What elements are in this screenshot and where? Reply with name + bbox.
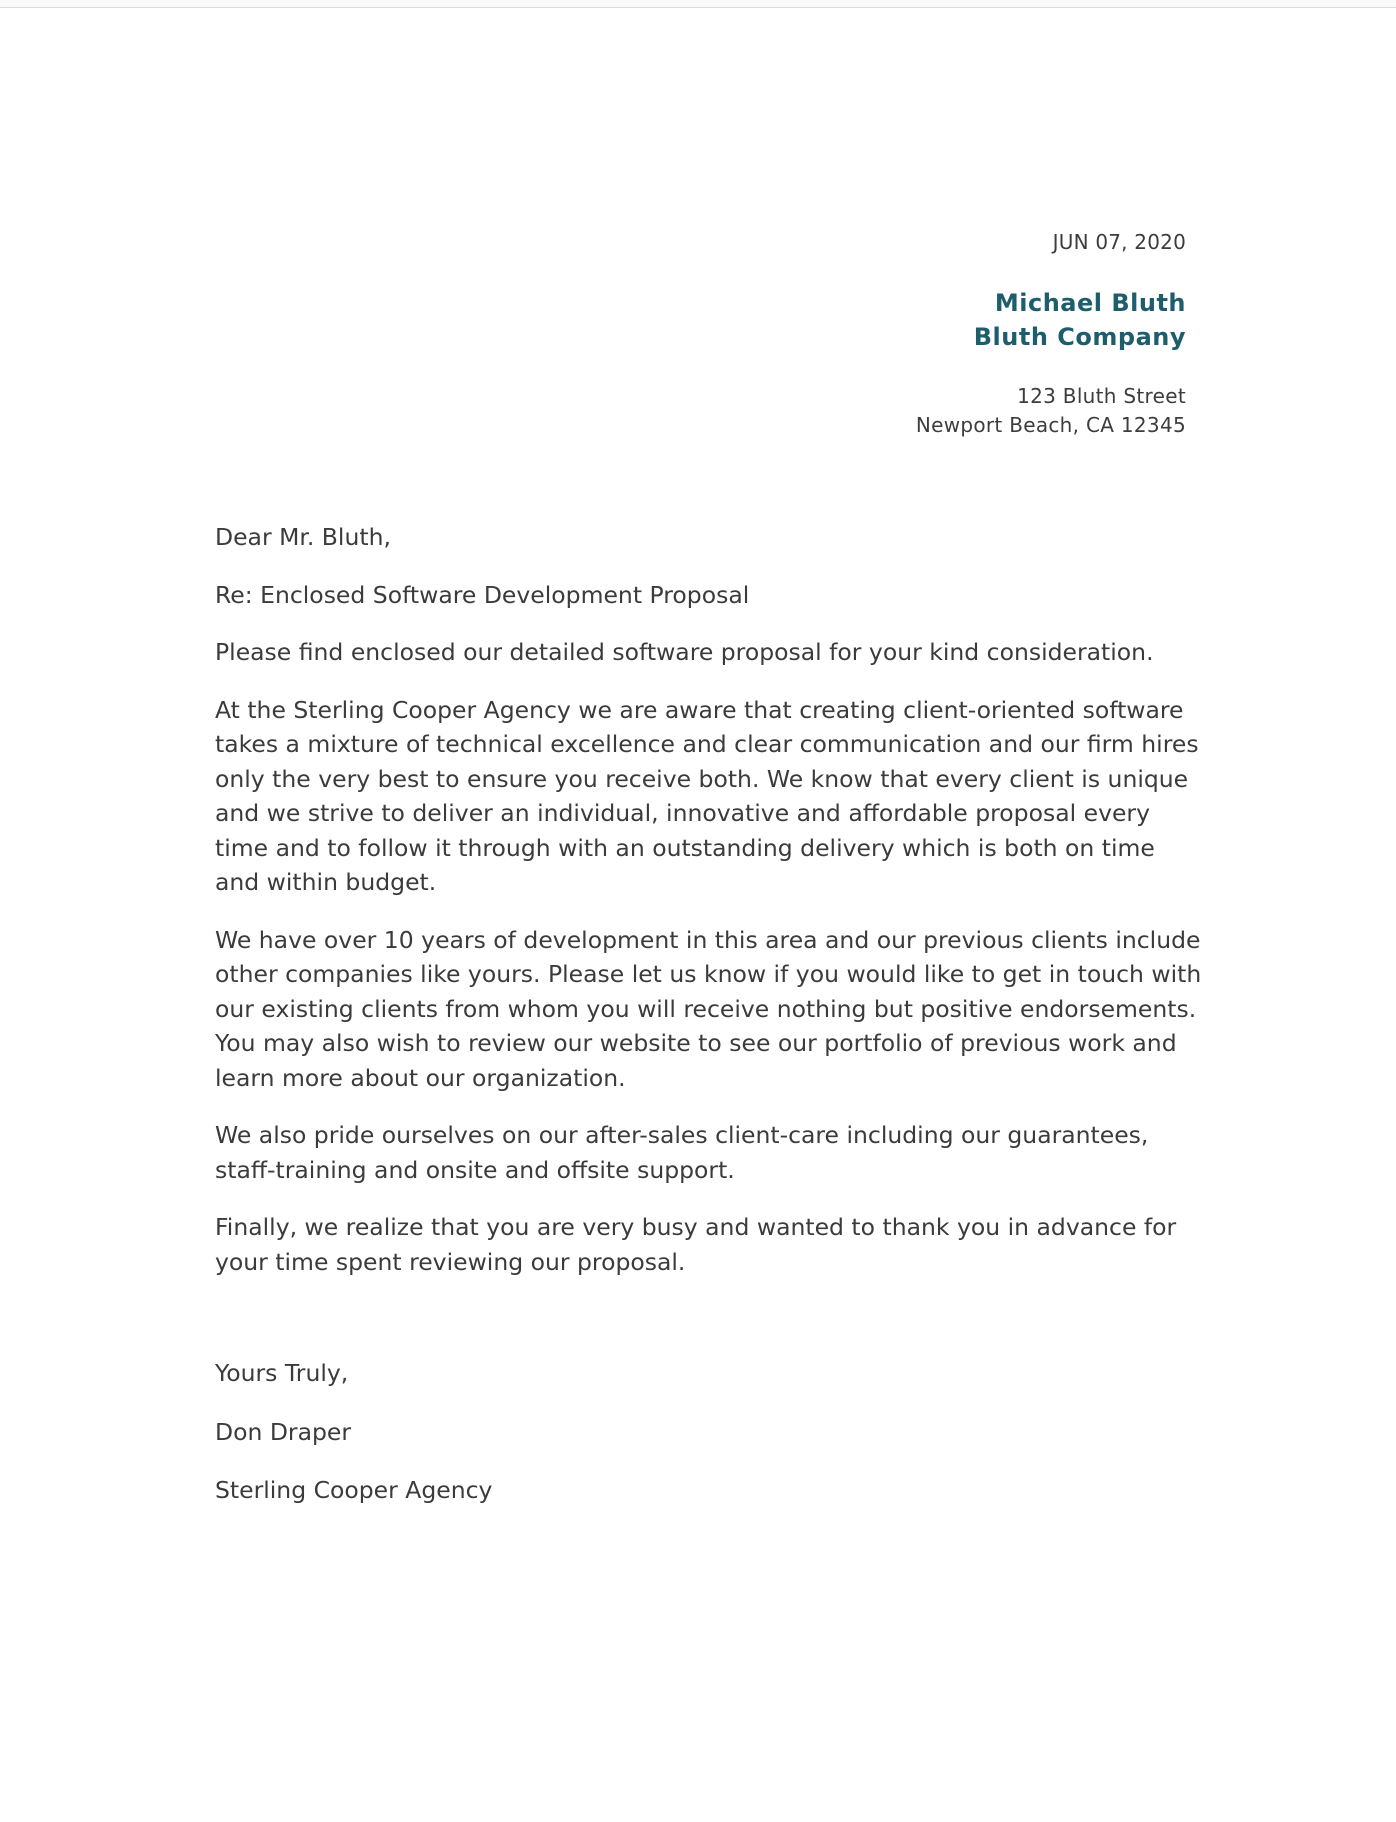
letter-date: JUN 07, 2020 bbox=[1052, 230, 1186, 254]
letter-header bbox=[486, 228, 1186, 440]
top-divider bbox=[0, 0, 1396, 8]
sender-company: Sterling Cooper Agency bbox=[215, 1476, 493, 1504]
paragraph-1: Please find enclosed our detailed software proposal for your kind consideration. bbox=[215, 638, 1154, 666]
paragraph-2: At the Sterling Cooper Agency we are aware that creating client-oriented software takes a mixture of technical excellence and clear communication and our firm hires only the very best to ensure you receive both. We know that every client is unique and we strive to deliver an individual, innovative and affordable proposal every time and to follow it through with an outstanding delivery which is both on time and within budget. bbox=[215, 695, 1199, 896]
recipient-block bbox=[486, 286, 1186, 354]
subject-line: Re: Enclosed Software Development Proposal bbox=[215, 580, 750, 609]
recipient-company: Bluth Company bbox=[973, 323, 1186, 351]
address-city: Newport Beach, CA 12345 bbox=[915, 413, 1186, 437]
paragraph-3: We have over 10 years of development in this area and our previous clients include other companies like yours. Please let us know if you would like to get in touch with our existing clients from whom you will receive nothing but positive endorsements. You may also wish to review our website to see our portfolio of previous work and learn more about our organization. bbox=[215, 925, 1202, 1092]
paragraph-4: We also pride ourselves on our after-sales client-care including our guarantees, staff-training and onsite and offsite support. bbox=[215, 1121, 1149, 1184]
sender-name: Don Draper bbox=[215, 1417, 352, 1446]
letter-body bbox=[215, 520, 1205, 1302]
salutation: Dear Mr. Bluth, bbox=[215, 523, 391, 551]
closing-phrase: Yours Truly, bbox=[215, 1359, 349, 1387]
paragraph-5: Finally, we realize that you are very busy and wanted to thank you in advance for your time spent reviewing our proposal. bbox=[215, 1213, 1177, 1276]
address-street: 123 Bluth Street bbox=[1017, 384, 1186, 408]
recipient-name: Michael Bluth bbox=[994, 289, 1186, 317]
recipient-address bbox=[486, 382, 1186, 440]
letter-closing bbox=[215, 1356, 492, 1532]
